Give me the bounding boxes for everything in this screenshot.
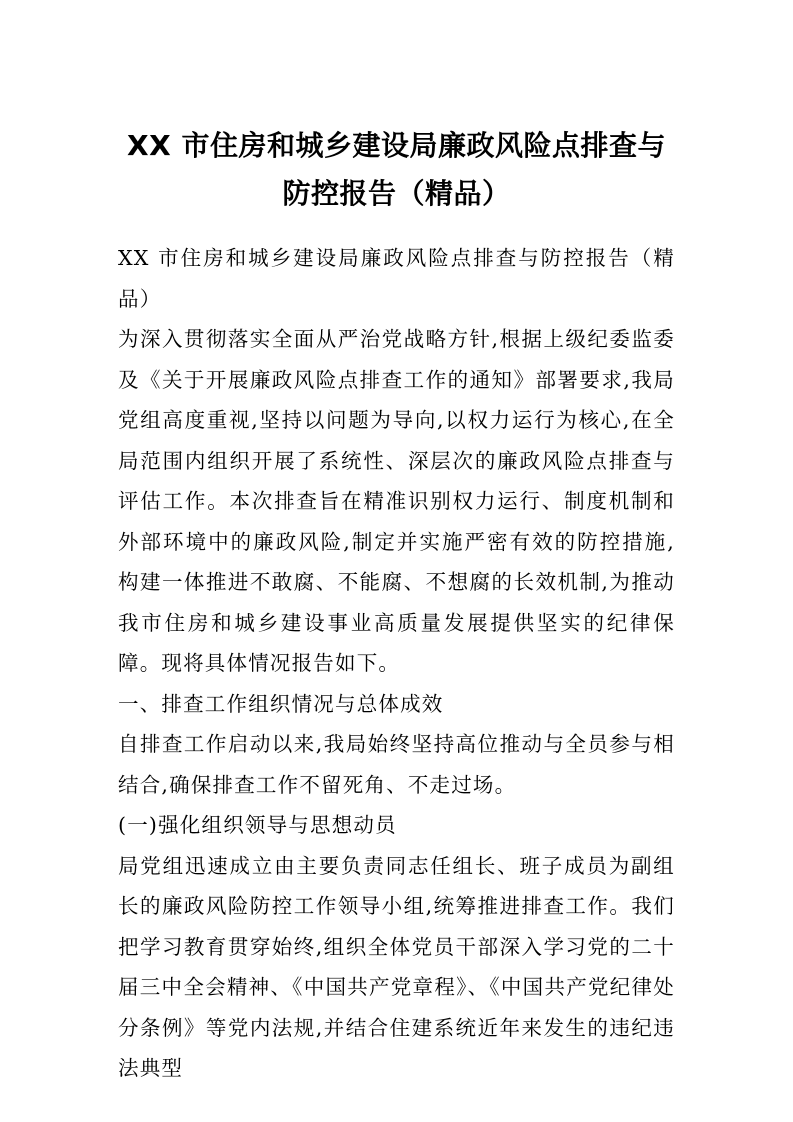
subsection-heading-1: (一)强化组织领导与思想动员 bbox=[118, 813, 397, 837]
paragraph-subsection-1: 局党组迅速成立由主要负责同志任组长、班子成员为副组长的廉政风险防控工作领导小组,统筹推进排查工作。我们把学习教育贯穿始终,组织全体党员干部深入学习党的二十届三中全会精神、《中国共产党章程》、《中国共产党纪律处分条例》等党内法规,并结合住建系统近年来发生的违纪违法典型 bbox=[118, 853, 675, 1080]
paragraph-section-1-intro: 自排查工作启动以来,我局始终坚持高位推动与全员参与相结合,确保排查工作不留死角、不走过场。 bbox=[118, 732, 675, 797]
title-line-2: 防控报告（精品） bbox=[282, 177, 511, 210]
paragraph-repeat-title: XX 市住房和城乡建设局廉政风险点排查与防控报告（精品） bbox=[118, 246, 675, 311]
section-heading-1: 一、排查工作组织情况与总体成效 bbox=[118, 691, 444, 716]
document-body bbox=[118, 238, 675, 1089]
title-line-1: XX 市住房和城乡建设局廉政风险点排查与 bbox=[127, 129, 666, 162]
document-title bbox=[118, 122, 675, 218]
paragraph-intro: 为深入贯彻落实全面从严治党战略方针,根据上级纪委监委及《关于开展廉政风险点排查工作的通知》部署要求,我局党组高度重视,坚持以问题为导向,以权力运行为核心,在全局范围内组织开展了系统性、深层次的廉政风险点排查与评估工作。本次排查旨在精准识别权力运行、制度机制和外部环境中的廉政风险,制定并实施严密有效的防控措施,构建一体推进不敢腐、不能腐、不想腐的长效机制,为推动我市住房和城乡建设事业高质量发展提供坚实的纪律保障。现将具体情况报告如下。 bbox=[118, 327, 675, 675]
